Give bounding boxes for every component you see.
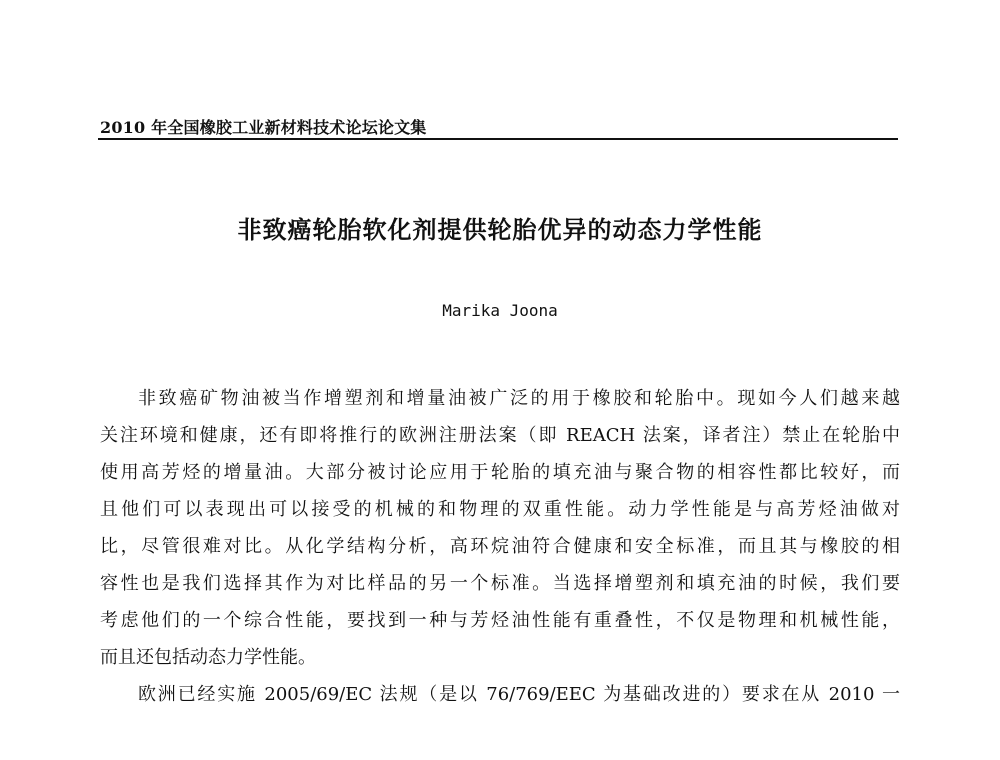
body-line: 比，尽管很难对比。从化学结构分析，高环烷油符合健康和安全标准，而且其与橡胶的相 (100, 536, 900, 557)
body-line: 使用高芳烃的增量油。大部分被讨论应用于轮胎的填充油与聚合物的相容性都比较好，而 (100, 462, 900, 483)
body-line: 关注环境和健康，还有即将推行的欧洲注册法案（即 REACH 法案，译者注）禁止在轮胎中 (100, 425, 900, 446)
body-line: 考虑他们的一个综合性能，要找到一种与芳烃油性能有重叠性，不仅是物理和机械性能， (100, 610, 900, 631)
body-line: 容性也是我们选择其作为对比样品的另一个标准。当选择增塑剂和填充油的时候，我们要 (100, 573, 900, 594)
body-line: 欧洲已经实施 2005/69/EC 法规（是以 76/769/EEC 为基础改进的）要求在从 2010 一 (138, 684, 900, 705)
article-title: 非致癌轮胎软化剂提供轮胎优异的动态力学性能 (237, 215, 763, 244)
article-author: Marika Joona (442, 301, 558, 320)
body-text (100, 380, 900, 713)
header-rule (98, 138, 898, 140)
body-line: 且他们可以表现出可以接受的机械的和物理的双重性能。动力学性能是与高芳烃油做对 (100, 499, 900, 520)
running-header: 2010 年全国橡胶工业新材料技术论坛论文集 (100, 118, 427, 137)
body-line: 非致癌矿物油被当作增塑剂和增量油被广泛的用于橡胶和轮胎中。现如今人们越来越 (138, 388, 900, 409)
body-line: 而且还包括动态力学性能。 (100, 647, 316, 668)
